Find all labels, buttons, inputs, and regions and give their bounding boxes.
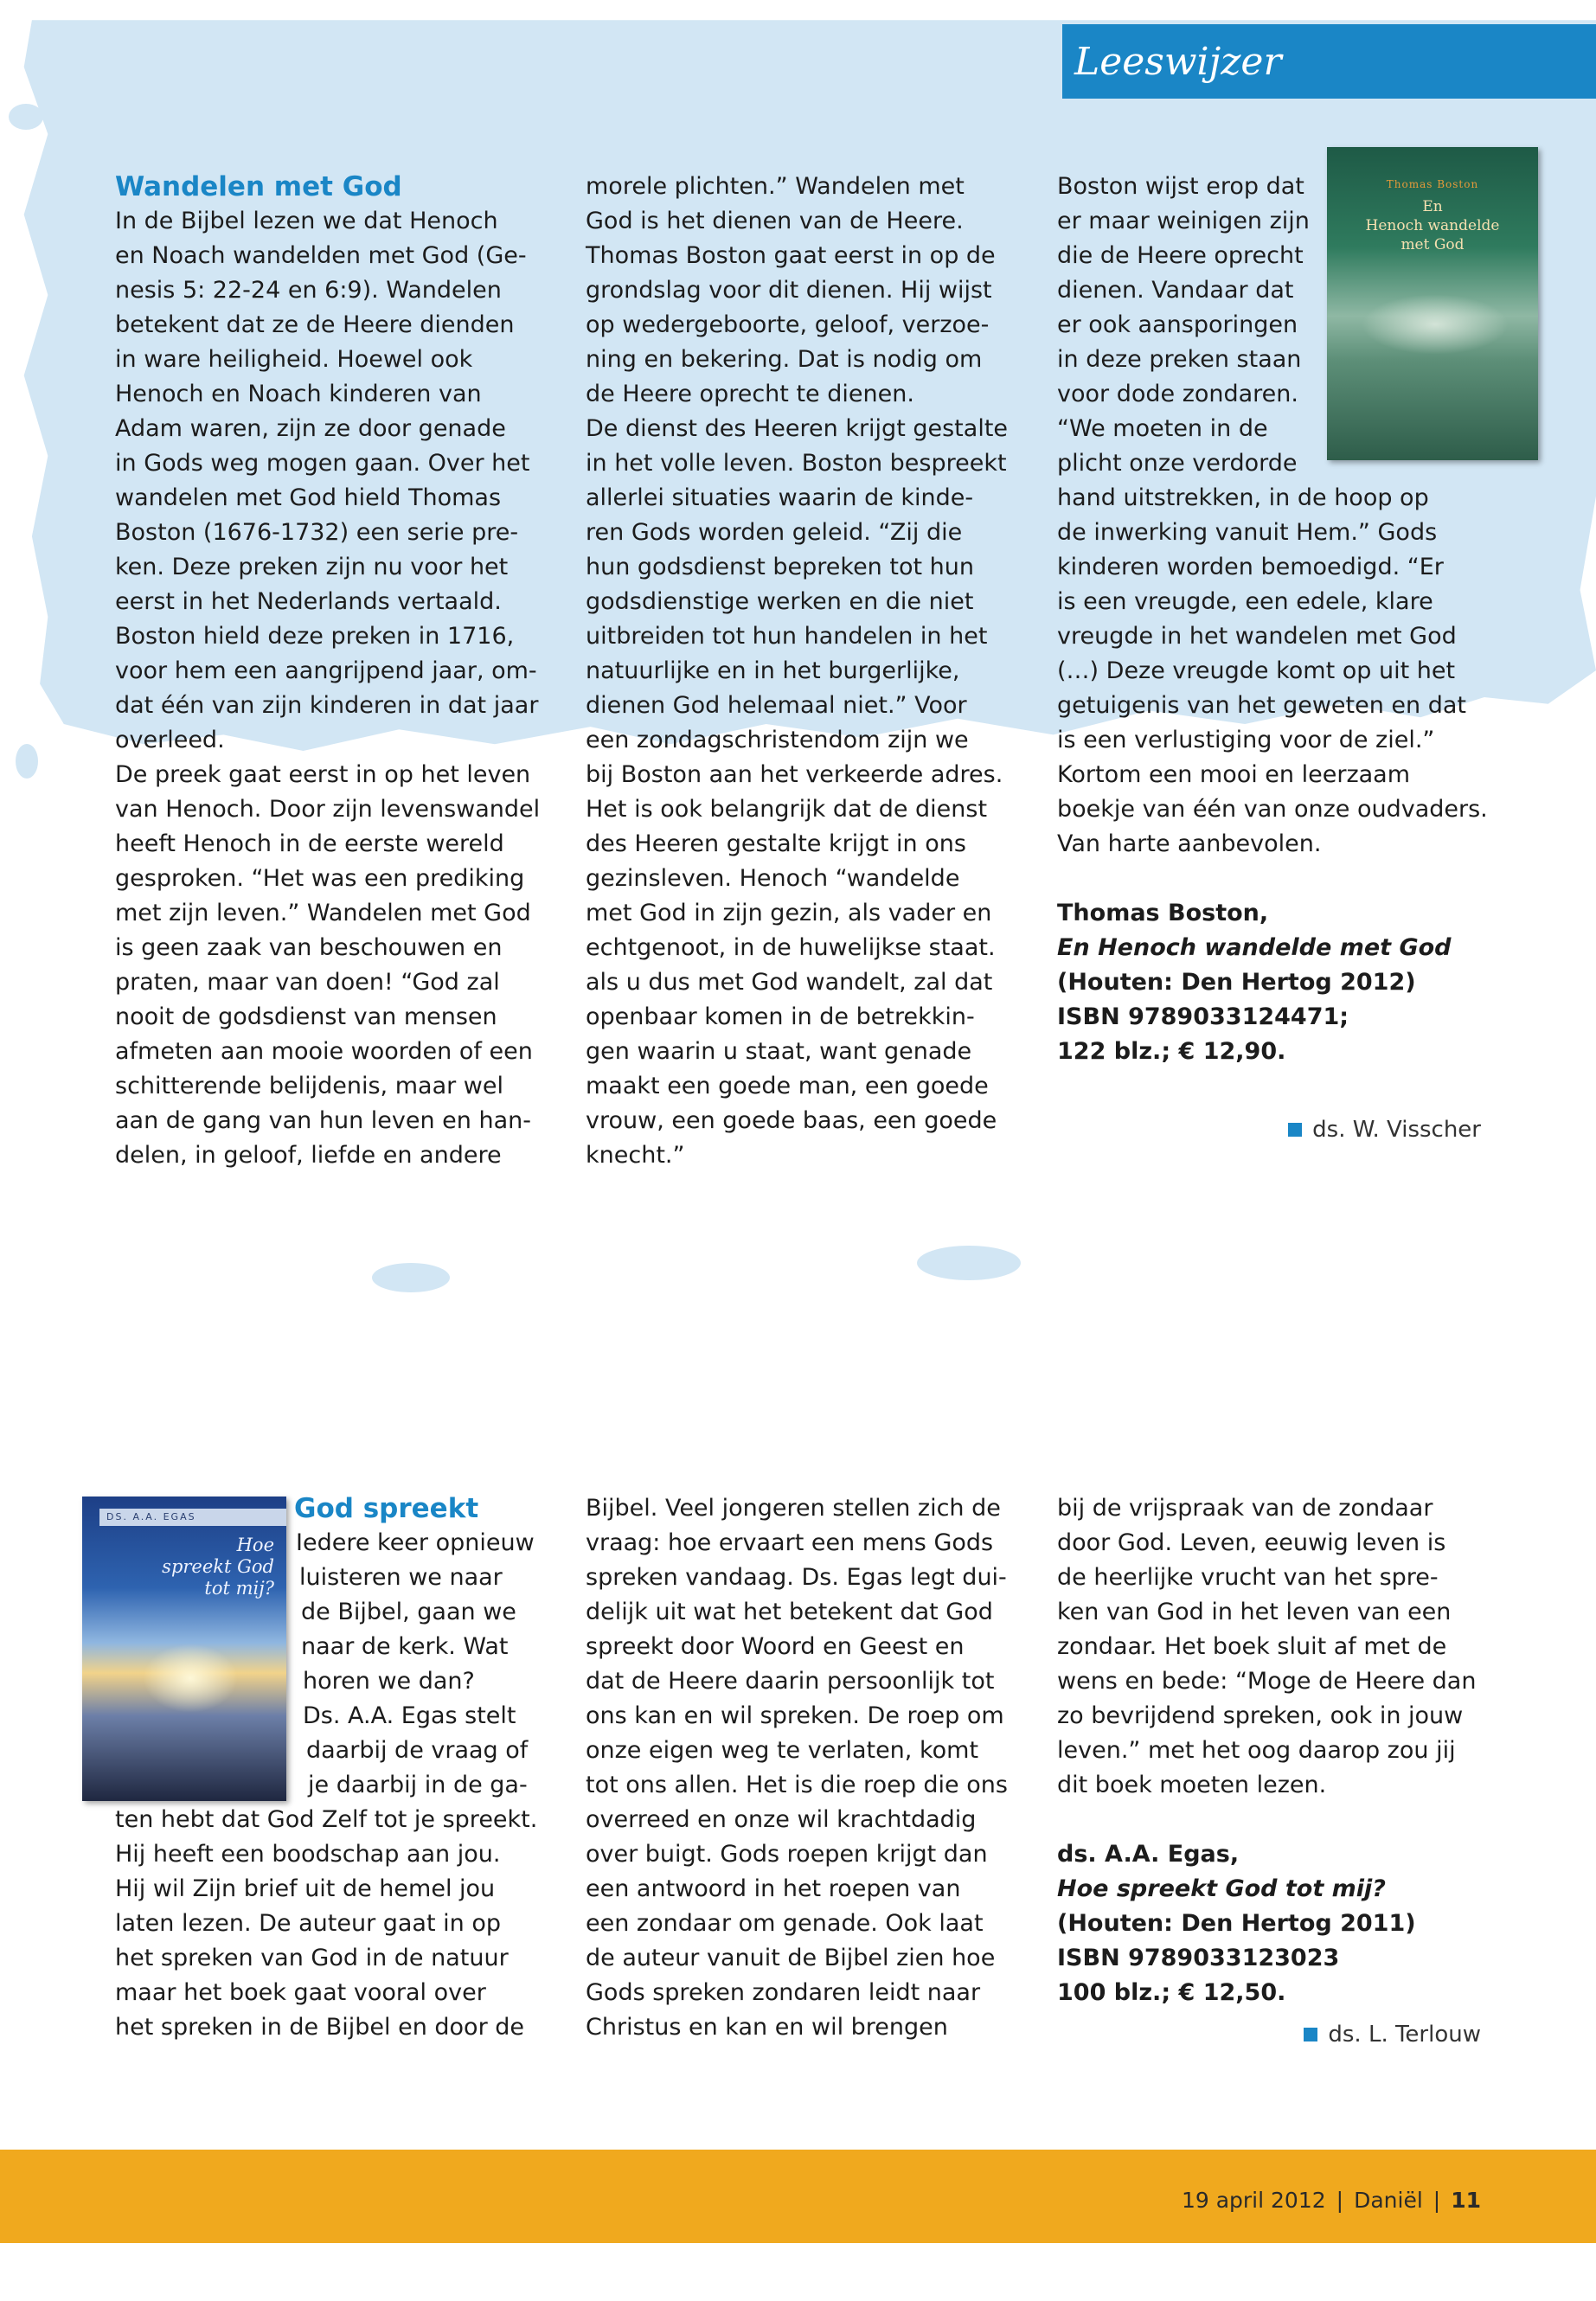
body-text-line: in Gods weg mogen gaan. Over het [115, 450, 530, 477]
body-text-line: heeft Henoch in de eerste wereld [115, 830, 504, 857]
body-text-line: Iedere keer opnieuw [296, 1529, 535, 1556]
book-author: Thomas Boston, [1057, 900, 1269, 926]
body-text-line: in ware heiligheid. Hoewel ook [115, 346, 473, 373]
body-text-line: vrouw, een goede baas, een goede [586, 1107, 997, 1134]
body-text-line: gesproken. “Het was een prediking [115, 865, 525, 892]
body-text-line: over buigt. Gods roepen krijgt dan [586, 1841, 988, 1868]
body-text-line: openbaar komen in de betrekkin- [586, 1003, 975, 1030]
body-text-line: is een verlustiging voor de ziel.” [1057, 727, 1435, 753]
body-text-line: ning en bekering. Dat is nodig om [586, 346, 983, 373]
cover-title-line: met God [1401, 236, 1465, 253]
body-text-line: aan de gang van hun leven en han- [115, 1107, 531, 1134]
body-text-line: met zijn leven.” Wandelen met God [115, 900, 531, 926]
body-text-line: natuurlijke en in het burgerlijke, [586, 657, 960, 684]
body-text-line: Boston wijst erop dat [1057, 173, 1304, 200]
review2-column-1 [115, 1803, 565, 2045]
body-text-line: de inwerking vanuit Hem.” Gods [1057, 519, 1438, 546]
cover-author: DS. A.A. EGAS [99, 1509, 286, 1526]
body-text-line: hand uitstrekken, in de hoop op [1057, 484, 1429, 511]
book-isbn: ISBN 9789033123023 [1057, 1945, 1340, 1971]
body-text-line: gen waarin u staat, want genade [586, 1038, 972, 1065]
body-text-line: vreugde in het wandelen met God [1057, 623, 1457, 650]
cover-title-line: En [1422, 198, 1443, 215]
review2-column-2 [586, 1491, 1044, 2045]
review1-book-details [1057, 896, 1542, 1069]
body-text-line: horen we dan? [303, 1668, 475, 1695]
review1-heading: Wandelen met God [115, 171, 402, 202]
body-text-line: zondaar. Het boek sluit af met de [1057, 1633, 1447, 1660]
body-text-line: des Heeren gestalte krijgt in ons [586, 830, 966, 857]
blue-square-icon [1304, 2028, 1317, 2041]
body-text-line: dit boek moeten lezen. [1057, 1772, 1327, 1798]
separator: | [1336, 2188, 1344, 2213]
body-text-line: er ook aansporingen [1057, 311, 1298, 338]
book-title: Hoe spreekt God tot mij? [1057, 1875, 1386, 1902]
cover-title [127, 1535, 274, 1599]
body-text-line: knecht.” [586, 1142, 685, 1169]
body-text-line: Boston hield deze preken in 1716, [115, 623, 515, 650]
reviewer-name: ds. W. Visscher [1312, 1117, 1481, 1143]
body-text-line: schitterende belijdenis, maar wel [115, 1073, 503, 1099]
body-text-line: is geen zaak van beschouwen en [115, 934, 503, 961]
body-text-line: overleed. [115, 727, 225, 753]
review1-column-1 [115, 170, 548, 1173]
body-text-line: die de Heere oprecht [1057, 242, 1304, 269]
body-text-line: dienen. Vandaar dat [1057, 277, 1294, 304]
cover-title-line: Henoch wandelde [1365, 217, 1500, 234]
body-text-line: ons kan en wil spreken. De roep om [586, 1702, 1004, 1729]
cover-sunlight [143, 1644, 238, 1713]
body-text-line: Henoch en Noach kinderen van [115, 381, 482, 407]
body-text-line: er maar weinigen zijn [1057, 208, 1310, 234]
body-text-line: als u dus met God wandelt, zal dat [586, 969, 993, 996]
body-text-line: de Bijbel, gaan we [301, 1599, 516, 1625]
cover-title [1327, 197, 1538, 254]
cover-title-line: spreekt God [162, 1556, 274, 1577]
body-text-line: De dienst des Heeren krijgt gestalte [586, 415, 1009, 442]
body-text-line: van Henoch. Door zijn levenswandel [115, 796, 541, 823]
page-footer [0, 2150, 1596, 2243]
body-text-line: Van harte aanbevolen. [1057, 830, 1322, 857]
body-text-line: de Heere oprecht te dienen. [586, 381, 914, 407]
body-text-line: in het volle leven. Boston bespreekt [586, 450, 1007, 477]
paint-splatter [917, 1246, 1021, 1280]
body-text-line: Hij wil Zijn brief uit de hemel jou [115, 1875, 496, 1902]
body-text-line: (…) Deze vreugde komt op uit het [1057, 657, 1456, 684]
body-text-line: kinderen worden bemoedigd. “Er [1057, 554, 1444, 580]
body-text-line: laten lezen. De auteur gaat in op [115, 1910, 502, 1937]
body-text-line: door God. Leven, eeuwig leven is [1057, 1529, 1446, 1556]
body-text-line: boekje van één van onze oudvaders. [1057, 796, 1488, 823]
cover-light [1362, 294, 1509, 355]
body-text-line: bij Boston aan het verkeerde adres. [586, 761, 1003, 788]
cover-title-line: Hoe [236, 1535, 274, 1555]
book-price: 100 blz.; € 12,50. [1057, 1979, 1286, 2006]
footer-info [1182, 2188, 1481, 2213]
paint-splatter [9, 104, 43, 130]
body-text-line: echtgenoot, in de huwelijkse staat. [586, 934, 996, 961]
body-text-line: nooit de godsdienst van mensen [115, 1003, 497, 1030]
body-text-line: delijk uit wat het betekent dat God [586, 1599, 993, 1625]
separator: | [1433, 2188, 1441, 2213]
review2-heading: God spreekt [294, 1493, 479, 1524]
body-text-line: maar het boek gaat vooral over [115, 1979, 486, 2006]
body-text-line: hun godsdienst bepreken tot hun [586, 554, 974, 580]
book-publisher: (Houten: Den Hertog 2011) [1057, 1910, 1416, 1937]
body-text-line: een zondaar om genade. Ook laat [586, 1910, 984, 1937]
body-text-line: zo bevrijdend spreken, ook in jouw [1057, 1702, 1464, 1729]
body-text-line: tot ons allen. Het is die roep die ons [586, 1772, 1008, 1798]
body-text-line: voor hem een aangrijpend jaar, om- [115, 657, 537, 684]
cover-title-line: tot mij? [204, 1578, 274, 1599]
body-text-line: ten hebt dat God Zelf tot je spreekt. [115, 1806, 538, 1833]
body-text-line: godsdienstige werken en die niet [586, 588, 974, 615]
body-text-line: leven.” met het oog daarop zou jij [1057, 1737, 1456, 1764]
body-text-line: In de Bijbel lezen we dat Henoch [115, 208, 498, 234]
body-text-line: God is het dienen van de Heere. [586, 208, 964, 234]
body-text-line: bij de vrijspraak van de zondaar [1057, 1495, 1433, 1522]
review1-column-2 [586, 170, 1018, 1173]
body-text-line: Gods spreken zondaren leidt naar [586, 1979, 981, 2006]
body-text-line: de auteur vanuit de Bijbel zien hoe [586, 1945, 996, 1971]
body-text-line: Kortom een mooi en leerzaam [1057, 761, 1411, 788]
book-author: ds. A.A. Egas, [1057, 1841, 1240, 1868]
body-text-line: een antwoord in het roepen van [586, 1875, 961, 1902]
book-publisher: (Houten: Den Hertog 2012) [1057, 969, 1416, 996]
page-number: 11 [1451, 2188, 1481, 2213]
book-title: En Henoch wandelde met God [1057, 934, 1452, 961]
blue-square-icon [1288, 1123, 1302, 1137]
body-text-line: een zondagschristendom zijn we [586, 727, 969, 753]
body-text-line: afmeten aan mooie woorden of een [115, 1038, 533, 1065]
review2-signature [1057, 2017, 1481, 2052]
review2-heading-block [294, 1491, 554, 1526]
body-text-line: Hij heeft een boodschap aan jou. [115, 1841, 501, 1868]
book-cover-image [82, 1497, 286, 1801]
body-text-line: plicht onze verdorde [1057, 450, 1298, 477]
body-text-line: ken. Deze preken zijn nu voor het [115, 554, 509, 580]
body-text-line: op wedergeboorte, geloof, verzoe- [586, 311, 990, 338]
body-text-line: “We moeten in de [1057, 415, 1268, 442]
book-price: 122 blz.; € 12,90. [1057, 1038, 1286, 1065]
body-text-line: Boston (1676-1732) een serie pre- [115, 519, 519, 546]
body-text-line: in deze preken staan [1057, 346, 1302, 373]
body-text-line: en Noach wandelden met God (Ge- [115, 242, 527, 269]
body-text-line: maakt een goede man, een goede [586, 1073, 989, 1099]
body-text-line: de heerlijke vrucht van het spre- [1057, 1564, 1439, 1591]
body-text-line: getuigenis van het geweten en dat [1057, 692, 1466, 719]
body-text-line: overreed en onze wil krachtdadig [586, 1806, 977, 1833]
body-text-line: je daarbij in de ga- [308, 1772, 528, 1798]
body-text-line: spreekt door Woord en Geest en [586, 1633, 965, 1660]
book-cover-image [1327, 147, 1538, 460]
body-text-line: Het is ook belangrijk dat de dienst [586, 796, 988, 823]
body-text-line: vraag: hoe ervaart een mens Gods [586, 1529, 994, 1556]
body-text-line: luisteren we naar [299, 1564, 503, 1591]
body-text-line: eerst in het Nederlands vertaald. [115, 588, 502, 615]
body-text-line: daarbij de vraag of [306, 1737, 529, 1764]
review2-column-1-wrapped [296, 1526, 555, 1803]
book-isbn: ISBN 9789033124471; [1057, 1003, 1349, 1030]
body-text-line: grondslag voor dit dienen. Hij wijst [586, 277, 992, 304]
body-text-line: praten, maar van doen! “God zal [115, 969, 500, 996]
issue-date: 19 april 2012 [1181, 2188, 1326, 2213]
magazine-name: Daniël [1354, 2188, 1423, 2213]
body-text-line: ken van God in het leven van een [1057, 1599, 1452, 1625]
body-text-line: uitbreiden tot hun handelen in het [586, 623, 988, 650]
body-text-line: nesis 5: 22-24 en 6:9). Wandelen [115, 277, 502, 304]
paint-splatter [372, 1263, 450, 1292]
body-text-line: het spreken in de Bijbel en door de [115, 2014, 525, 2041]
body-text-line: spreken vandaag. Ds. Egas legt dui- [586, 1564, 1007, 1591]
review2-book-details [1057, 1837, 1542, 2010]
body-text-line: voor dode zondaren. [1057, 381, 1298, 407]
body-text-line: het spreken van God in de natuur [115, 1945, 509, 1971]
body-text-line: wandelen met God hield Thomas [115, 484, 502, 511]
body-text-line: Thomas Boston gaat eerst in op de [586, 242, 996, 269]
body-text-line: De preek gaat eerst in op het leven [115, 761, 531, 788]
body-text-line: Christus en kan en wil brengen [586, 2014, 948, 2041]
body-text-line: morele plichten.” Wandelen met [586, 173, 965, 200]
body-text-line: wens en bede: “Moge de Heere dan [1057, 1668, 1477, 1695]
body-text-line: met God in zijn gezin, als vader en [586, 900, 992, 926]
body-text-line: allerlei situaties waarin de kinde- [586, 484, 974, 511]
review2-column-3 [1057, 1491, 1516, 1803]
body-text-line: is een vreugde, een edele, klare [1057, 588, 1433, 615]
body-text-line: Adam waren, zijn ze door genade [115, 415, 506, 442]
review1-signature [1057, 1112, 1481, 1147]
section-title: Leeswijzer [1074, 40, 1282, 84]
reviewer-name: ds. L. Terlouw [1328, 2022, 1481, 2048]
body-text-line: ren Gods worden geleid. “Zij die [586, 519, 963, 546]
paint-splatter [16, 744, 38, 779]
body-text-line: dat één van zijn kinderen in dat jaar [115, 692, 539, 719]
body-text-line: naar de kerk. Wat [301, 1633, 509, 1660]
cover-author: Thomas Boston [1386, 178, 1479, 190]
body-text-line: betekent dat ze de Heere dienden [115, 311, 515, 338]
body-text-line: Ds. A.A. Egas stelt [303, 1702, 516, 1729]
body-text-line: dienen God helemaal niet.” Voor [586, 692, 967, 719]
body-text-line: delen, in geloof, liefde en andere [115, 1142, 502, 1169]
body-text-line: dat de Heere daarin persoonlijk tot [586, 1668, 995, 1695]
section-header-tab [1062, 24, 1596, 99]
body-text-line: onze eigen weg te verlaten, komt [586, 1737, 979, 1764]
body-text-line: gezinsleven. Henoch “wandelde [586, 865, 960, 892]
body-text-line: Bijbel. Veel jongeren stellen zich de [586, 1495, 1001, 1522]
